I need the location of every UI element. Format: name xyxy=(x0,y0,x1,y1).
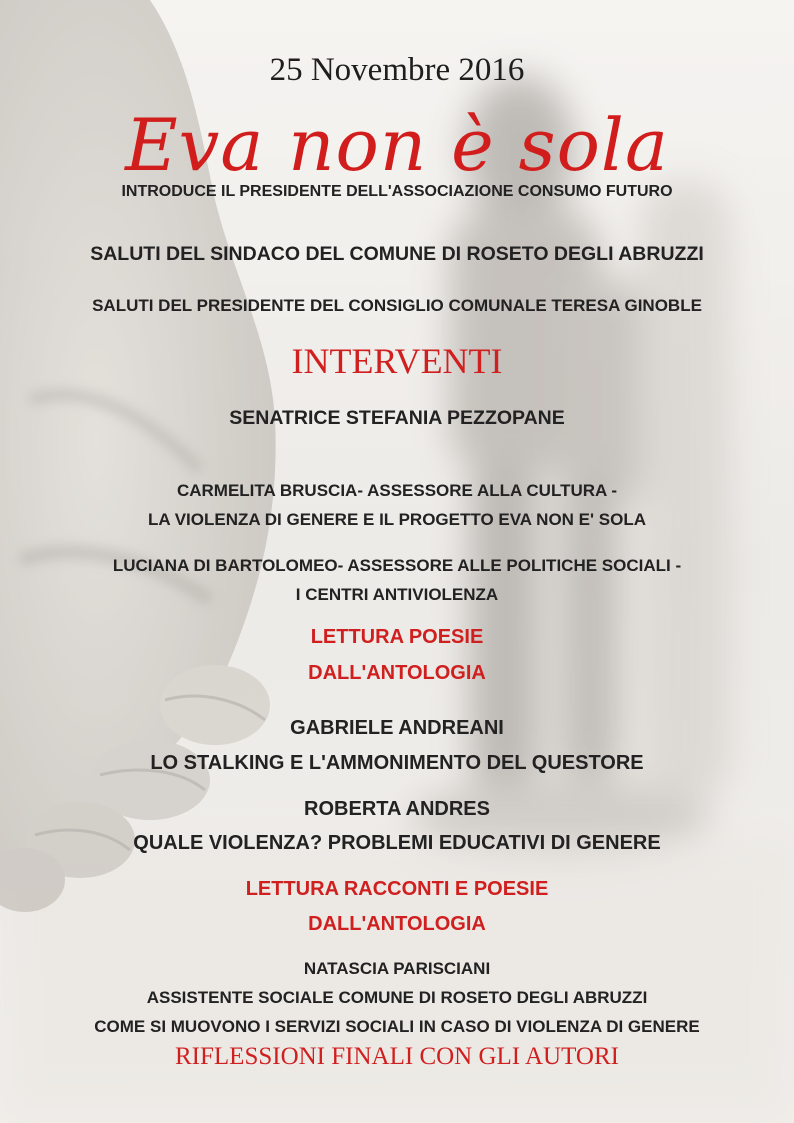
greeting-council-president: SALUTI DEL PRESIDENTE DEL CONSIGLIO COMUNALE TERESA GINOBLE xyxy=(92,296,702,315)
intro-text: INTRODUCE IL PRESIDENTE DELL'ASSOCIAZIONE CONSUMO FUTURO xyxy=(121,183,673,200)
speaker-andres: ROBERTA ANDRES xyxy=(304,798,490,820)
speaker-andreani: GABRIELE ANDREANI xyxy=(290,717,504,739)
event-date: 25 Novembre 2016 xyxy=(269,52,525,88)
speaker-parisciani: NATASCIA PARISCIANI xyxy=(303,959,491,978)
speaker-parisciani-topic: COME SI MUOVONO I SERVIZI SOCIALI IN CASO DI VIOLENZA DI GENERE xyxy=(94,1017,700,1036)
speaker-andres-topic: QUALE VIOLENZA? PROBLEMI EDUCATIVI DI GENERE xyxy=(133,832,661,854)
speaker-dibartolomeo-topic: I CENTRI ANTIVIOLENZA xyxy=(295,585,499,604)
greeting-mayor: SALUTI DEL SINDACO DEL COMUNE DI ROSETO DEGLI ABRUZZI xyxy=(90,243,704,265)
speaker-bruscia-topic: LA VIOLENZA DI GENERE E IL PROGETTO EVA NON E' SOLA xyxy=(147,510,647,529)
closing-reflections: RIFLESSIONI FINALI CON GLI AUTORI xyxy=(175,1043,619,1070)
reading-stories-line2: DALL'ANTOLOGIA xyxy=(308,913,486,935)
reading-stories-line1: LETTURA RACCONTI E POESIE xyxy=(245,878,549,900)
speaker-parisciani-role: ASSISTENTE SOCIALE COMUNE DI ROSETO DEGLI ABRUZZI xyxy=(146,988,648,1007)
speaker-bruscia: CARMELITA BRUSCIA- ASSESSORE ALLA CULTURA - xyxy=(176,481,618,500)
event-title: Eva non è sola xyxy=(125,103,669,187)
speaker-dibartolomeo: LUCIANA DI BARTOLOMEO- ASSESSORE ALLE POLITICHE SOCIALI - xyxy=(112,556,682,575)
speaker-andreani-topic: LO STALKING E L'AMMONIMENTO DEL QUESTORE xyxy=(150,752,644,774)
section-heading-interventi: INTERVENTI xyxy=(291,341,503,381)
reading-poems-line1: LETTURA POESIE xyxy=(310,626,484,648)
speaker-pezzopane: SENATRICE STEFANIA PEZZOPANE xyxy=(229,407,565,429)
reading-poems-line2: DALL'ANTOLOGIA xyxy=(308,662,486,684)
